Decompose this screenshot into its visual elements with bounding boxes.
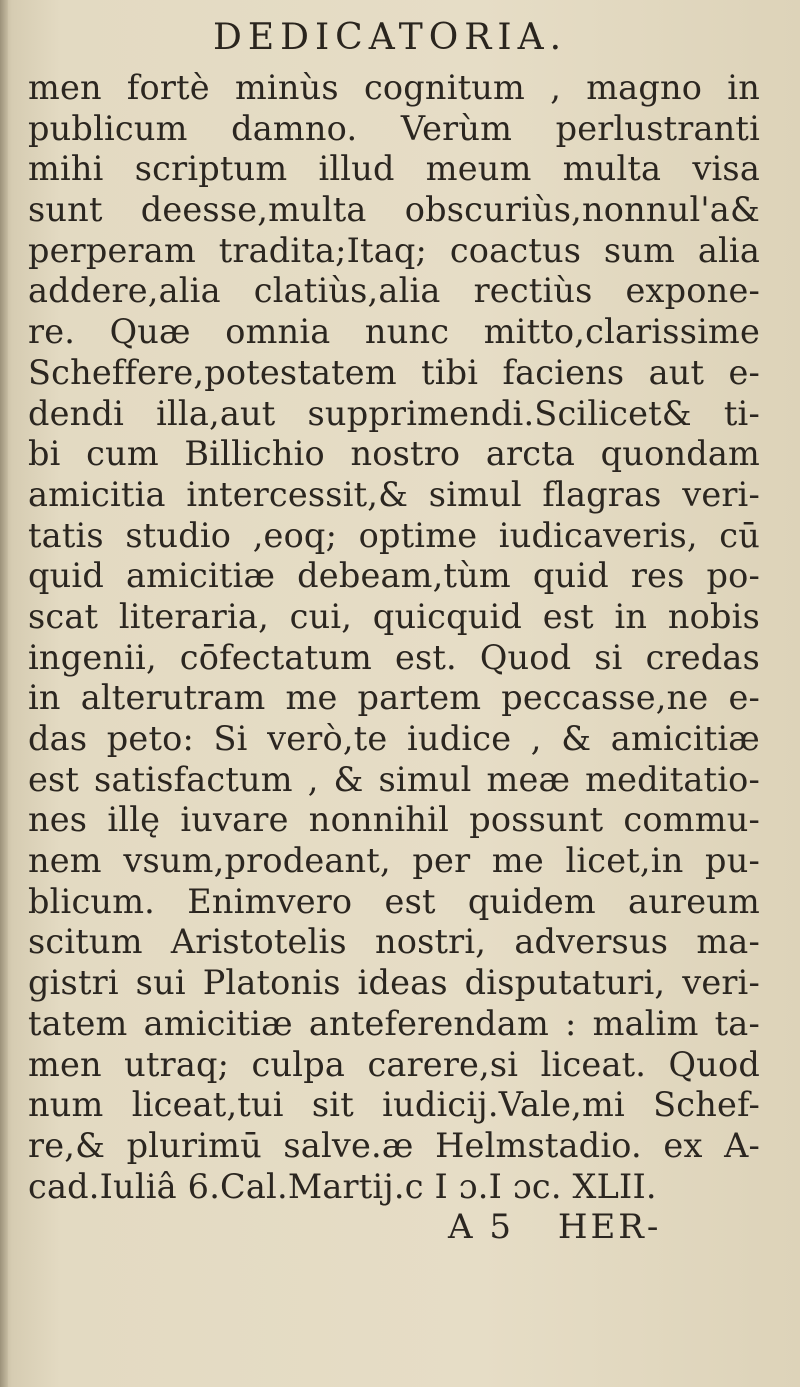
text-line: num liceat,tui sit iudicij.Vale,mi Schef- xyxy=(28,1085,760,1125)
text-line: re,& plurimū salve.æ Helmstadio. ex A- xyxy=(28,1125,760,1165)
signature-mark: A 5 xyxy=(448,1207,514,1248)
text-line: addere,alia clatiùs,alia rectiùs expone- xyxy=(28,271,760,311)
text-line: est satisfactum , & simul meæ meditatio- xyxy=(28,759,760,799)
text-line: perperam tradita;Itaq; coactus sum alia xyxy=(28,230,760,270)
text-line: das peto: Si verò,te iudice , & amicitiæ xyxy=(28,719,760,758)
catchword: HER- xyxy=(557,1207,662,1248)
text-line: men fortè minùs cognitum , magno in xyxy=(28,68,760,107)
text-line: amicitia intercessit,& simul flagras veri- xyxy=(28,474,760,514)
text-line: mihi scriptum illud meum multa visa xyxy=(28,149,760,189)
text-line: in alterutram me partem peccasse,ne e- xyxy=(28,678,760,718)
text-line: bi cum Billichio nostro arcta quondam xyxy=(28,434,760,474)
text-line: publicum damno. Verùm perlustranti xyxy=(28,108,760,148)
catchword-line xyxy=(28,1207,760,1247)
text-line: tatem amicitiæ anteferendam : malim ta- xyxy=(28,1003,760,1043)
text-line: tatis studio ,eoq; optime iudicaveris, cū xyxy=(28,515,760,555)
text-line: men utraq; culpa carere,si liceat. Quod xyxy=(28,1044,760,1084)
running-head: DEDICATORIA. xyxy=(212,17,568,58)
text-line: quid amicitiæ debeam,tùm quid res po- xyxy=(28,556,760,596)
text-line: re. Quæ omnia nunc mitto,clarissime xyxy=(28,312,760,352)
text-line: nem vsum,prodeant, per me licet,in pu- xyxy=(28,841,760,881)
text-line: nes illę iuvare nonnihil possunt commu- xyxy=(28,800,760,840)
text-line: gistri sui Platonis ideas disputaturi, veri- xyxy=(28,963,760,1003)
text-line: ingenii, cōfectatum est. Quod si credas xyxy=(28,637,760,677)
text-line: dendi illa,aut supprimendi.Scilicet& ti- xyxy=(28,393,760,433)
text-line: blicum. Enimvero est quidem aureum xyxy=(28,881,760,921)
text-line: scat literaria, cui, quicquid est in nobis xyxy=(28,596,760,636)
body-text xyxy=(28,68,760,1247)
text-line: Scheffere,potestatem tibi faciens aut e- xyxy=(28,352,760,392)
text-line: cad.Iuliâ 6.Cal.Martij.c I ɔ.I ɔc. XLII. xyxy=(28,1166,657,1206)
text-line: sunt deesse,multa obscuriùs,nonnul'a& xyxy=(28,190,760,230)
text-line: scitum Aristotelis nostri, adversus ma- xyxy=(28,922,760,962)
